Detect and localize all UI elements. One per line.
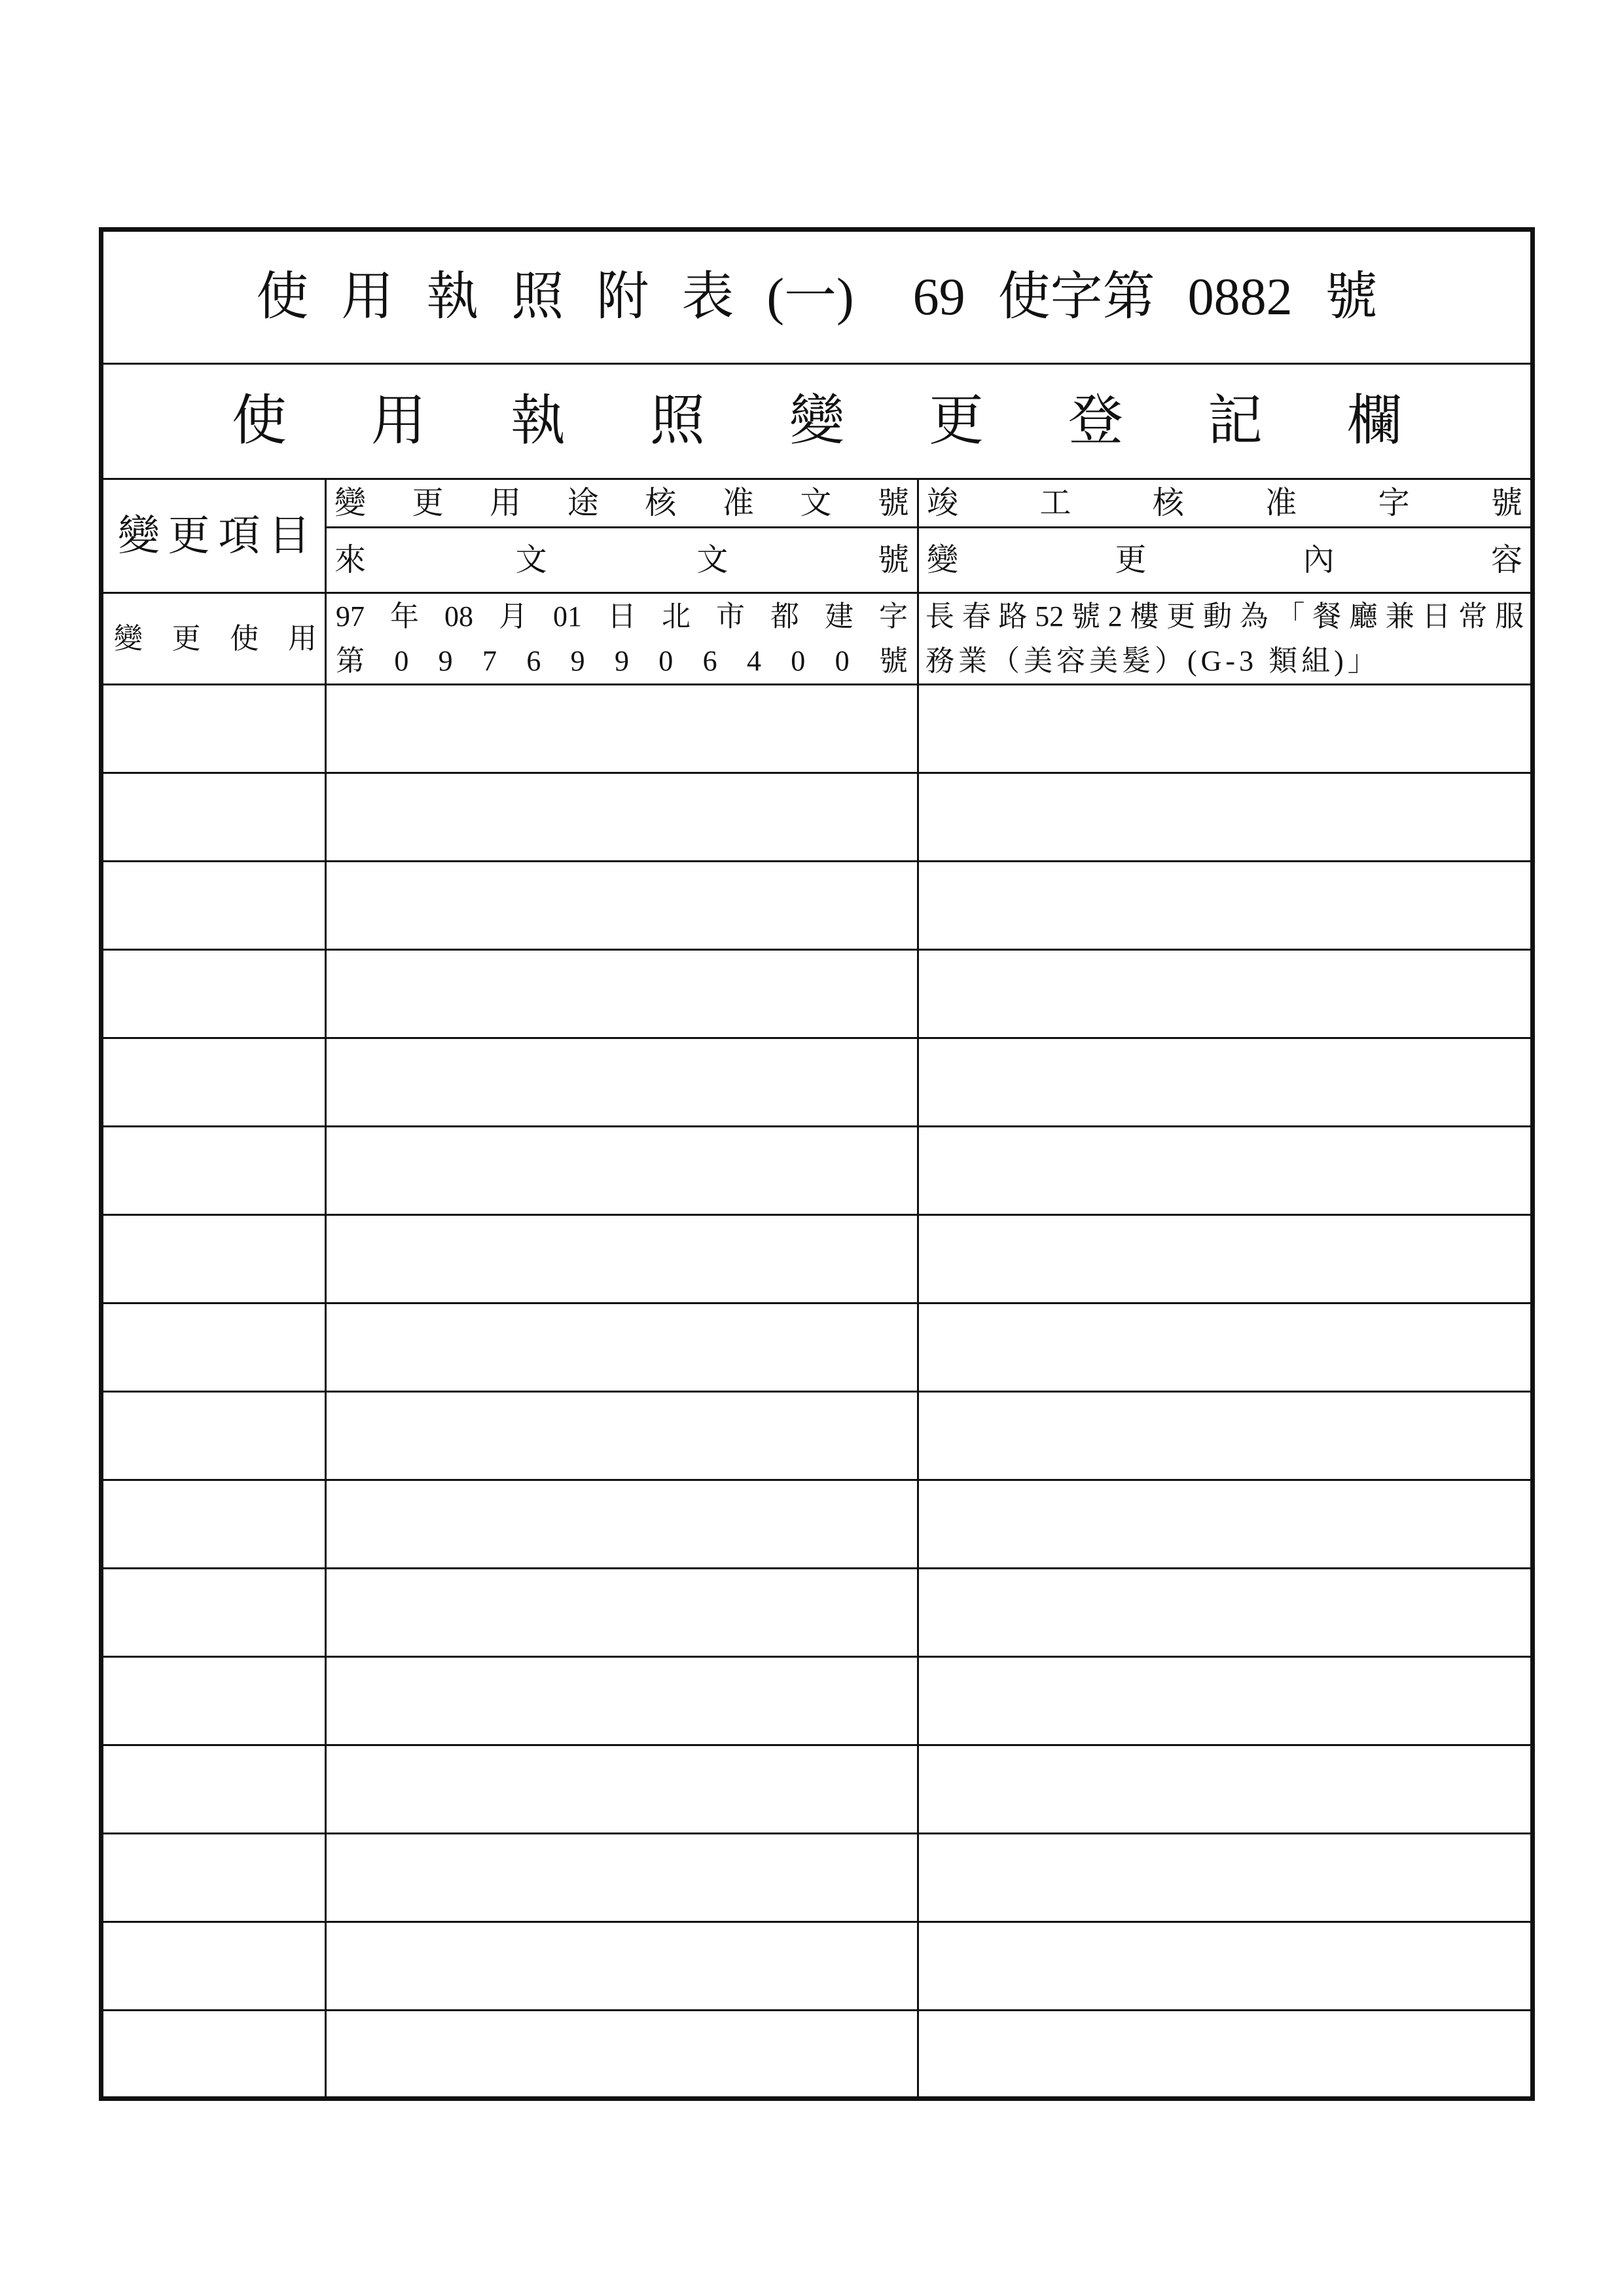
blank-doc-no-cell [326,685,918,773]
label-glyph: 號 [877,485,909,520]
entry-doc-no-line [327,639,917,683]
label-glyph: 記 [1208,390,1263,452]
title-row [101,230,1533,364]
label-glyph: 核 [645,485,677,520]
blank-doc-no-cell [326,1480,918,1569]
label-glyph: 01 [553,600,582,632]
blank-content-cell [918,2011,1533,2099]
blank-entry-row [101,1569,1533,1657]
blank-content-cell [918,1745,1533,1834]
blank-content-cell [918,1127,1533,1215]
label-glyph: 日 [1422,600,1451,632]
label-glyph: 項 [218,512,261,559]
label-glyph: 號 [1071,600,1100,632]
blank-item-cell [101,1834,326,1922]
label-glyph: 文 [515,542,547,577]
label-glyph: 文 [800,485,832,520]
label-glyph: 7 [482,644,497,677]
label-glyph: 為 [1239,600,1268,632]
blank-entry-row [101,950,1533,1038]
label-glyph: 照 [650,390,706,452]
blank-content-cell [918,1303,1533,1392]
blank-content-cell [918,685,1533,773]
blank-content-cell [918,1480,1533,1569]
label-glyph: 餐 [1312,600,1342,632]
header-approval-doc-no [327,485,917,520]
header-completion-no [919,485,1530,520]
label-glyph: 使 [230,622,259,655]
blank-item-cell [101,1127,326,1215]
header-approval-doc-no-cell [326,479,918,528]
label-glyph: 使 [232,390,287,452]
label-glyph: 號 [877,542,909,577]
label-glyph: 准 [1265,485,1297,520]
blank-item-cell [101,1745,326,1834]
label-glyph: 市 [716,600,745,632]
label-glyph: 登 [1068,390,1124,452]
blank-doc-no-cell [326,1657,918,1745]
label-glyph: 0 [835,644,850,677]
label-glyph: 變 [334,485,367,520]
blank-item-cell [101,2011,326,2099]
label-glyph: 路 [998,600,1028,632]
blank-entry-row [101,1303,1533,1392]
blank-entry-row [101,1127,1533,1215]
label-glyph: 6 [702,644,717,677]
entry-content-line [919,594,1530,639]
label-glyph: 更 [929,390,984,452]
label-glyph: 9 [570,644,585,677]
label-glyph: 4 [746,644,761,677]
blank-entry-row [101,1038,1533,1127]
blank-content-cell [918,1215,1533,1303]
header-item-cell [101,479,326,593]
blank-content-cell [918,950,1533,1038]
label-glyph: 9 [438,644,453,677]
blank-entry-row [101,685,1533,773]
label-glyph: 內 [1303,542,1335,577]
label-glyph: 容 [1490,542,1522,577]
blank-item-cell [101,1922,326,2011]
label-glyph: 欄 [1347,390,1403,452]
blank-content-cell [918,862,1533,950]
blank-doc-no-cell [326,862,918,950]
blank-item-cell [101,1569,326,1657]
label-glyph: 6 [526,644,541,677]
entry-item [103,617,325,661]
header-change-content [919,542,1530,577]
blank-doc-no-cell [326,773,918,862]
blank-doc-no-cell [326,1834,918,1922]
label-glyph: 北 [662,600,691,632]
header-incoming-doc-no-cell [326,528,918,593]
label-glyph: 執 [511,390,566,452]
label-glyph: 更 [171,622,201,655]
label-glyph: 0 [394,644,409,677]
blank-content-cell [918,1922,1533,2011]
blank-doc-no-cell [326,1127,918,1215]
blank-entry-row [101,1745,1533,1834]
blank-doc-no-cell [326,1303,918,1392]
label-glyph: 動 [1203,600,1232,632]
label-glyph: 變 [114,622,143,655]
section-row [101,364,1533,479]
blank-item-cell [101,773,326,862]
label-glyph: 廳 [1349,600,1378,632]
blank-doc-no-cell [326,1038,918,1127]
label-glyph: 0 [658,644,674,677]
label-glyph: 號 [878,644,908,677]
form-title-cell [101,230,1533,364]
label-glyph: 變 [927,542,959,577]
blank-entry-row [101,1392,1533,1480]
label-glyph: 字 [879,600,908,632]
blank-doc-no-cell [326,1215,918,1303]
label-glyph: 途 [567,485,599,520]
blank-entry-row [101,1480,1533,1569]
label-glyph: 「 [1276,600,1305,632]
blank-item-cell [101,1038,326,1127]
blank-item-cell [101,950,326,1038]
blank-entry-row [101,1922,1533,2011]
blank-content-cell [918,1569,1533,1657]
form-title [103,268,1530,326]
label-glyph: 常 [1458,600,1488,632]
form-title-suffix: (一) [766,268,854,326]
blank-entry-row [101,2011,1533,2099]
blank-doc-no-cell [326,1745,918,1834]
label-glyph: 日 [607,600,636,632]
label-glyph: 用 [490,485,522,520]
blank-entry-row [101,1657,1533,1745]
label-glyph: 0 [791,644,806,677]
entry-row [101,593,1533,685]
label-glyph: 97 [336,600,365,632]
label-glyph: 兼 [1385,600,1414,632]
label-glyph: 年 [390,600,419,632]
section-title-cell [101,364,1533,479]
blank-item-cell [101,1657,326,1745]
blank-item-cell [101,1392,326,1480]
label-glyph: 字 [1378,485,1410,520]
blank-doc-no-cell [326,2011,918,2099]
header-change-content-cell [918,528,1533,593]
blank-content-cell [918,1038,1533,1127]
blank-entry-row [101,1834,1533,1922]
blank-item-cell [101,1303,326,1392]
blank-entry-row [101,862,1533,950]
label-glyph: 變 [789,390,845,452]
blank-item-cell [101,862,326,950]
label-glyph: 竣 [927,485,959,520]
header-incoming-doc-no [327,542,917,577]
label-glyph: 工 [1039,485,1071,520]
entry-content-cell [918,593,1533,685]
blank-item-cell [101,685,326,773]
blank-content-cell [918,1657,1533,1745]
label-glyph: 第 [336,644,365,677]
label-glyph: 更 [1115,542,1147,577]
entry-content-line: 務業（美容美髮）(G-3 類組)」 [926,644,1380,677]
label-glyph: 建 [825,600,854,632]
label-glyph: 月 [499,600,528,632]
label-glyph: 文 [696,542,728,577]
blank-content-cell [918,1392,1533,1480]
form-title-name: 使用執照附表 [256,268,767,326]
blank-entry-row [101,773,1533,862]
blank-doc-no-cell [326,1392,918,1480]
label-glyph: 9 [614,644,629,677]
blank-item-cell [101,1215,326,1303]
label-glyph: 08 [444,600,473,632]
header-completion-no-cell [918,479,1533,528]
label-glyph: 更 [412,485,444,520]
label-glyph: 長 [926,600,954,632]
label-glyph: 更 [168,512,210,559]
permit-number: 69 使字第 0882 號 [912,268,1378,326]
label-glyph: 2 [1107,600,1123,632]
section-title [103,390,1530,452]
entry-doc-no-cell [326,593,918,685]
label-glyph: 目 [268,512,310,559]
label-glyph: 號 [1490,485,1522,520]
change-register-form [99,227,1535,2101]
label-glyph: 用 [371,390,427,452]
label-glyph: 樓 [1130,600,1159,632]
label-glyph: 52 [1035,600,1064,632]
header-row-1 [101,479,1533,528]
blank-doc-no-cell [326,950,918,1038]
label-glyph: 核 [1152,485,1184,520]
blank-item-cell [101,1480,326,1569]
label-glyph: 服 [1495,600,1524,632]
label-glyph: 都 [770,600,799,632]
label-glyph: 春 [962,600,991,632]
entry-doc-no-line [327,594,917,639]
blank-content-cell [918,773,1533,862]
header-change-item [103,512,325,559]
label-glyph: 變 [118,512,160,559]
label-glyph: 用 [287,622,317,655]
label-glyph: 更 [1166,600,1196,632]
blank-doc-no-cell [326,1922,918,2011]
blank-entry-row [101,1215,1533,1303]
label-glyph: 來 [334,542,367,577]
entry-item-cell [101,593,326,685]
blank-doc-no-cell [326,1569,918,1657]
label-glyph: 准 [722,485,754,520]
blank-content-cell [918,1834,1533,1922]
